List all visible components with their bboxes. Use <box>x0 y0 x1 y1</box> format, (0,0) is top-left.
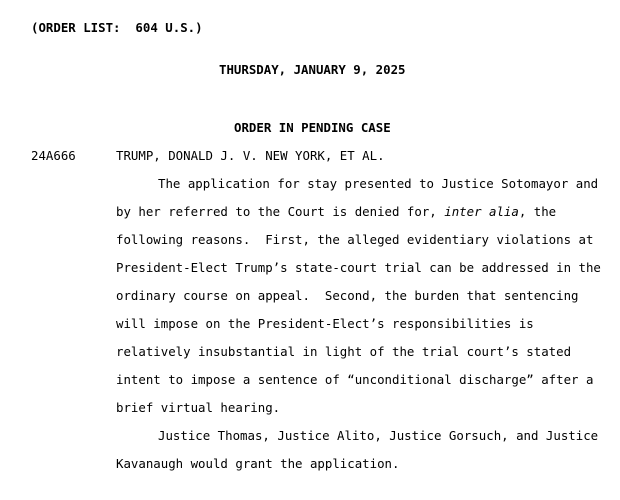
case-caption: TRUMP, DONALD J. V. NEW YORK, ET AL. <box>116 148 385 163</box>
paragraph-line <box>116 428 599 456</box>
paragraph-line: President-Elect Trump’s state-court trial can be addressed in the <box>116 260 601 275</box>
paragraph-line: ordinary course on appeal. Second, the burden that sentencing <box>116 288 579 303</box>
order-paragraph-2 <box>116 428 599 484</box>
order-date: THURSDAY, JANUARY 9, 2025 <box>219 62 406 77</box>
paragraph-line: following reasons. First, the alleged evidentiary violations at <box>116 232 594 247</box>
paragraph-line <box>116 176 599 204</box>
paragraph-text: Justice Thomas, Justice Alito, Justice Gorsuch, and Justice <box>158 428 599 443</box>
paragraph-line: will impose on the President-Elect’s responsibilities is <box>116 316 534 331</box>
paragraph-line: brief virtual hearing. <box>116 400 281 415</box>
paragraph-line: Kavanaugh would grant the application. <box>116 456 400 471</box>
paragraph-text: The application for stay presented to Justice Sotomayor and <box>158 176 599 191</box>
paragraph-line: intent to impose a sentence of “unconditional discharge” after a <box>116 372 594 387</box>
order-list-header: (ORDER LIST: 604 U.S.) <box>31 20 203 35</box>
section-heading: ORDER IN PENDING CASE <box>234 120 391 135</box>
italic-phrase: inter alia <box>444 204 519 219</box>
docket-number: 24A666 <box>31 148 76 163</box>
paragraph-line <box>116 204 596 232</box>
paragraph-text: , the <box>518 204 557 219</box>
paragraph-text: by her referred to the Court is denied for, <box>116 204 445 219</box>
paragraph-line: relatively insubstantial in light of the trial court’s stated <box>116 344 572 359</box>
order-paragraph-1 <box>116 176 601 428</box>
